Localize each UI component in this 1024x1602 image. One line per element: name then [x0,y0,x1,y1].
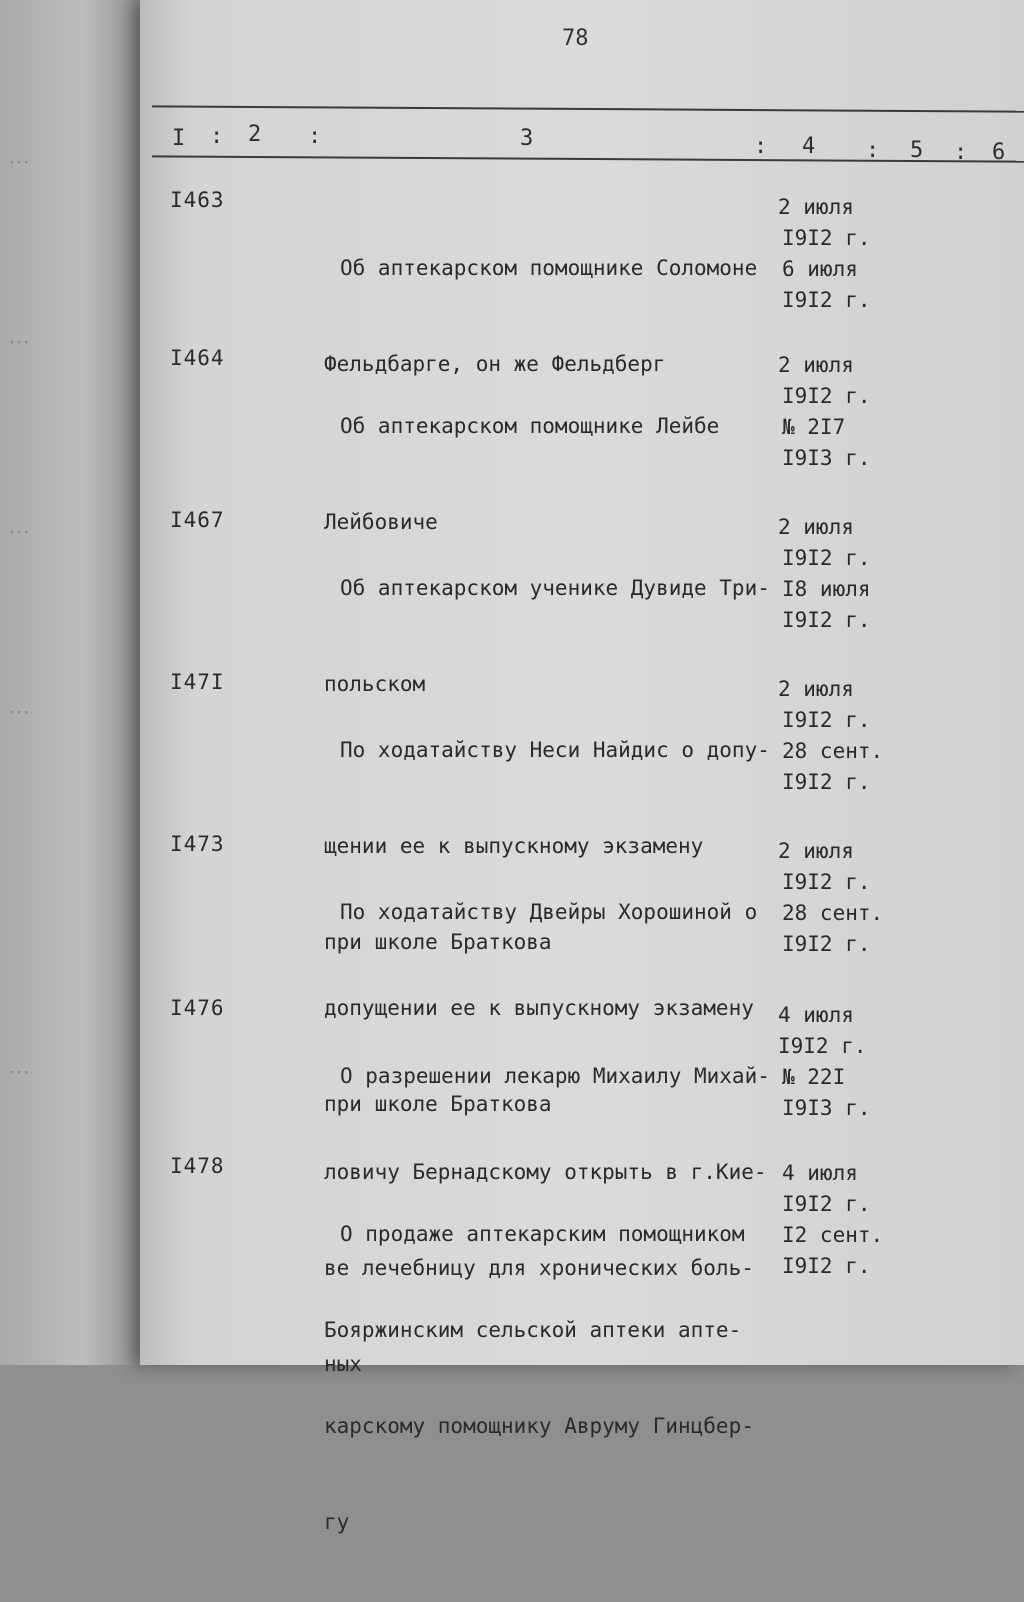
date-end-year: I9I2 г. [782,288,871,312]
page-number: 78 [562,26,589,51]
entry-dates [778,674,888,798]
description-line: О продаже аптекарским помощником [340,1222,745,1246]
date-end-year: I9I3 г. [782,446,871,470]
facing-page-bleed-mark: ⋯ [8,520,30,545]
date-end-year: I9I2 г. [782,770,871,794]
description-line: Об аптекарском помощнике Соломоне [340,256,758,280]
date-start: 2 июля [778,677,854,701]
description-line: О разрешении лекарю Михаилу Михай- [340,1064,770,1088]
date-start: 2 июля [778,195,854,219]
date-start: 2 июля [778,839,854,863]
description-line: польском [324,672,426,696]
entry-number: I467 [170,508,225,532]
entry-number: I478 [170,1154,225,1178]
entry-dates [778,512,888,636]
description-line: Об аптекарском помощнике Лейбе [340,414,720,438]
column-separator: : [754,134,768,159]
column-header: 4 [802,134,816,159]
column-header: 2 [248,122,262,147]
entry-dates [778,192,888,316]
entry-number: I463 [170,188,225,212]
date-end-year: I9I2 г. [782,608,871,632]
date-end: I8 июля [782,577,871,601]
entry-number: I476 [170,996,225,1020]
date-end: 6 июля [782,257,858,281]
description-line: карскому помощнику Авруму Гинцбер- [324,1414,754,1438]
description-line: Об аптекарском ученике Дувиде Три- [340,576,770,600]
date-start-year: I9I2 г. [782,384,871,408]
date-end: 28 сент. [782,739,884,763]
date-start-year: I9I2 г. [778,1034,867,1058]
column-separator: : [866,138,880,163]
column-header: 3 [520,126,534,151]
description-line: По ходатайству Двейры Хорошиной о [340,900,758,924]
entry-dates [778,1158,888,1282]
date-start: 4 июля [778,1003,854,1027]
entry-dates [778,350,888,474]
entry-number: I464 [170,346,225,370]
date-start: 4 июля [782,1161,858,1185]
date-end-year: I9I2 г. [782,932,871,956]
description-line: ловичу Бернадскому открыть в г.Кие- [324,1160,767,1184]
description-line: Лейбовиче [324,510,438,534]
entry-number: I47I [170,670,225,694]
header-rule-top [152,105,1024,112]
description-line: допущении ее к выпускному экзамену [324,996,754,1020]
column-header: 6 [992,140,1006,165]
document-reference: № 2I7 [782,415,846,439]
header-rule-bottom [152,155,1024,162]
facing-page-edge [0,0,150,1365]
description-line: По ходатайству Неси Найдис о допу- [340,738,770,762]
date-start-year: I9I2 г. [782,708,871,732]
date-end-year: I9I2 г. [782,1254,871,1278]
description-line: Бояржинским сельской аптеки апте- [324,1318,742,1342]
date-end-year: I9I3 г. [782,1096,871,1120]
description-line: при школе Браткова [324,1092,552,1116]
column-separator: : [308,124,322,149]
date-start-year: I9I2 г. [782,546,871,570]
column-separator: : [954,140,968,165]
description-line: ве лечебницу для хронических боль- [324,1256,754,1280]
description-line: Фельдбарге, он же Фельдберг [324,352,666,376]
date-start-year: I9I2 г. [782,226,871,250]
column-header: 5 [910,138,924,163]
document-page [140,0,1024,1534]
date-end: I2 сент. [782,1223,884,1247]
entry-dates [778,1000,888,1124]
facing-page-bleed-mark: ⋯ [8,700,30,725]
entry-description [324,1154,774,1602]
date-end: 28 сент. [782,901,884,925]
facing-page-bleed-mark: ⋯ [8,150,30,175]
description-line: гу [324,1510,350,1534]
description-line: щении ее к выпускному экзамену [324,834,704,858]
column-separator: : [210,124,224,149]
description-line: ных [324,1352,362,1376]
entry-number: I473 [170,832,225,856]
description-line: при школе Браткова [324,930,552,954]
date-start: 2 июля [778,353,854,377]
entry-dates [778,836,888,960]
date-start-year: I9I2 г. [782,1192,871,1216]
date-start: 2 июля [778,515,854,539]
date-start-year: I9I2 г. [782,870,871,894]
column-header: I [172,126,186,151]
facing-page-bleed-mark: ⋯ [8,1060,30,1085]
document-reference: № 22I [782,1065,846,1089]
facing-page-bleed-mark: ⋯ [8,330,30,355]
